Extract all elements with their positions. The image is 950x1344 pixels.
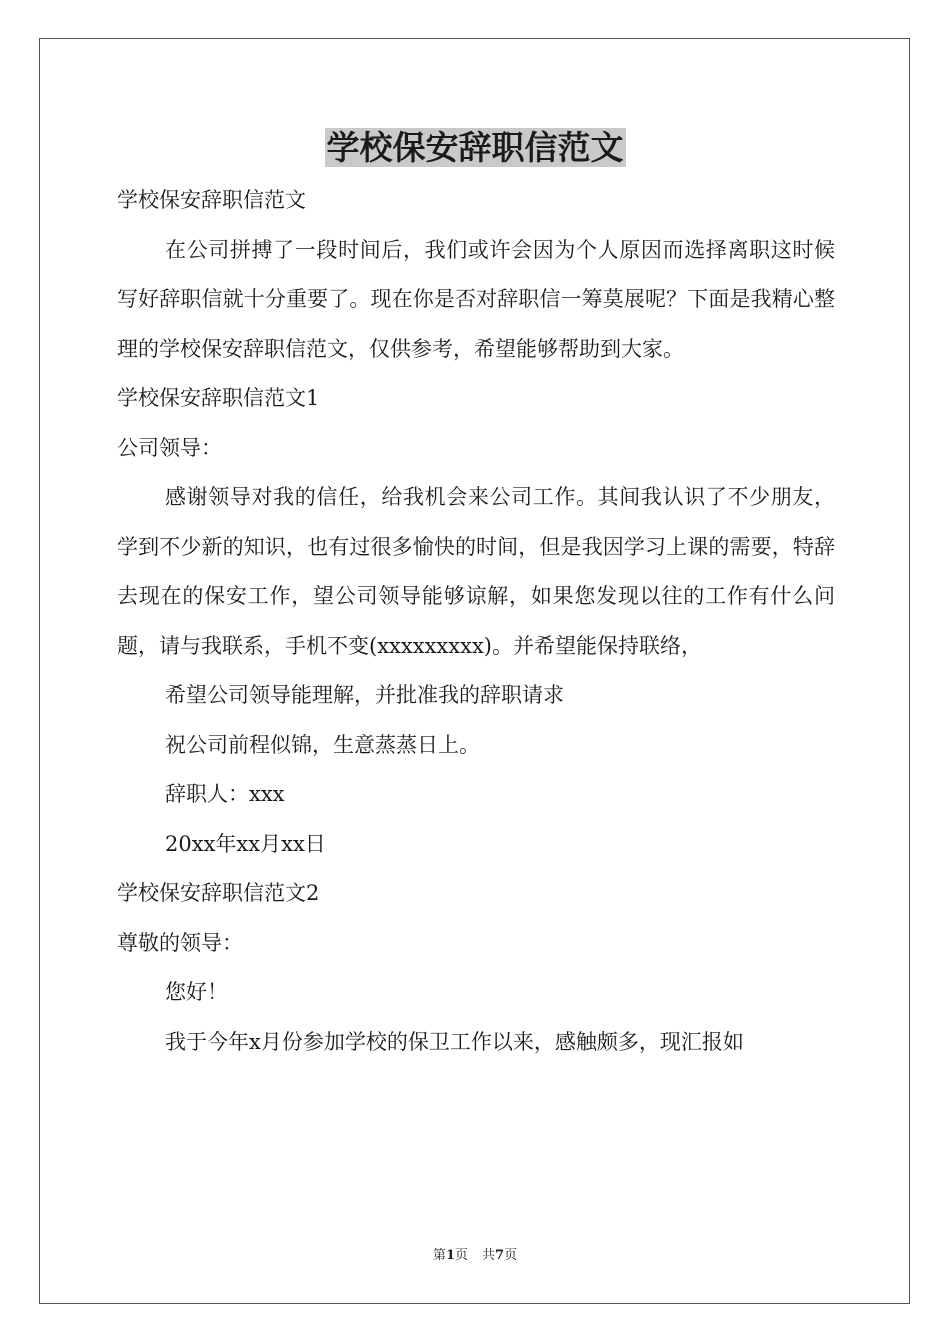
letter-2-body: 我于今年x月份参加学校的保卫工作以来，感触颇多，现汇报如 xyxy=(165,1029,744,1054)
total-prefix: 共 xyxy=(482,1248,496,1263)
letter-1-body: 感谢领导对我的信任，给我机会来公司工作。其间我认识了不少朋友，学到不少新的知识，也有过很多愉快的时间，但是我因学习上课的需要，特辞去现在的保安工作，望公司领导能够谅解，如果您发现以往的工作有什么问题，请与我联系，手机不变(xxxxxxxxx)。并希望能保持联络， xyxy=(117,485,835,658)
intro-paragraph: 在公司拼搏了一段时间后，我们或许会因为个人原因而选择离职这时候写好辞职信就十分重要了。现在你是否对辞职信一筹莫展呢？下面是我精心整理的学校保安辞职信范文，仅供参考，希望能够帮助到大家。 xyxy=(117,237,835,361)
letter-1-request: 希望公司领导能理解，并批准我的辞职请求 xyxy=(165,683,564,707)
letter-1-wishes: 祝公司前程似锦，生意蒸蒸日上。 xyxy=(165,732,480,757)
document-title-text: 学校保安辞职信范文 xyxy=(326,128,624,167)
document-title xyxy=(0,126,950,170)
page-footer xyxy=(0,1246,950,1266)
greeting-2: 您好！ xyxy=(165,980,228,1004)
page-total: 7 xyxy=(495,1248,505,1263)
page-unit: 页 xyxy=(454,1248,468,1263)
letter-1-signature: 辞职人：xxx xyxy=(165,782,285,806)
section-heading-2: 学校保安辞职信范文2 xyxy=(117,881,320,905)
salutation-2: 尊敬的领导： xyxy=(117,930,243,955)
page-prefix: 第 xyxy=(432,1248,446,1263)
page-current: 1 xyxy=(445,1248,455,1263)
letter-1-date: 20xx年xx月xx日 xyxy=(165,831,326,856)
total-unit: 页 xyxy=(504,1248,518,1263)
subtitle-line: 学校保安辞职信范文 xyxy=(117,188,306,212)
section-heading-1: 学校保安辞职信范文1 xyxy=(117,386,320,410)
salutation-1: 公司领导： xyxy=(117,435,222,460)
document-body xyxy=(117,176,835,1067)
